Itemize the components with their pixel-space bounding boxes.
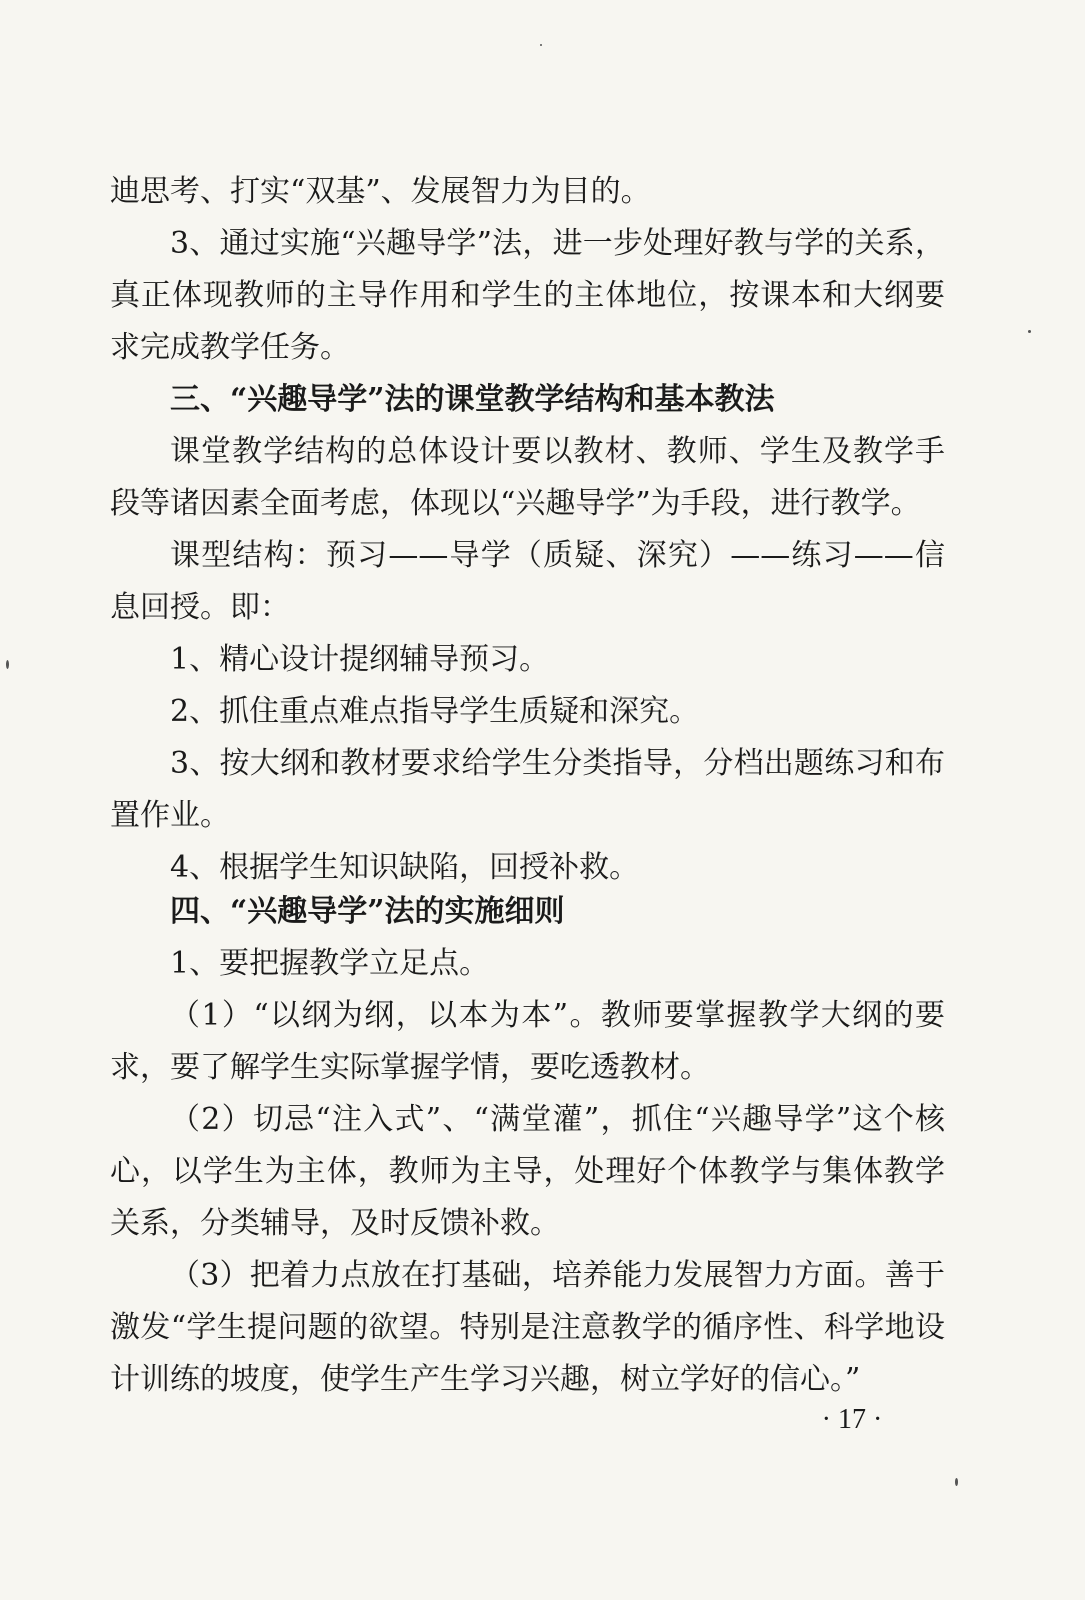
- list-item-step-2: 2、抓住重点难点指导学生质疑和深究。: [170, 694, 700, 729]
- scan-speck: [1028, 330, 1031, 333]
- scan-speck: [6, 660, 9, 669]
- scan-speck: [540, 44, 542, 46]
- heading-section-three: 三、“兴趣导学”法的课堂教学结构和基本教法: [170, 382, 775, 417]
- page-number: · 17 ·: [821, 1404, 883, 1435]
- paragraph-rule-1-3: （3）把着力点放在打基础，培养能力发展智力方面。善于激发“学生提问题的欲望。特别是注意教学的循序性、科学地设计训练的坡度，使学生产生学习兴趣，树立学好的信心。”: [110, 1258, 945, 1397]
- subheading-rule-1: 1、要把握教学立足点。: [170, 946, 490, 981]
- section-three-block: [110, 374, 945, 894]
- paragraph-structure-design: 课堂教学结构的总体设计要以教材、教师、学生及教学手段等诸因素全面考虑，体现以“兴趣导学”为手段，进行教学。: [110, 434, 945, 521]
- paragraph-rule-1-2: （2）切忌“注入式”、“满堂灌”，抓住“兴趣导学”这个核心，以学生为主体，教师为主导，处理好个体教学与集体教学关系，分类辅导，及时反馈补救。: [110, 1102, 945, 1241]
- list-item-step-3: 3、按大纲和教材要求给学生分类指导，分档出题练习和布置作业。: [110, 746, 945, 833]
- paragraph-goal-3: 3、通过实施“兴趣导学”法，进一步处理好教与学的关系，真正体现教师的主导作用和学生的主体地位，按课本和大纲要求完成教学任务。: [110, 226, 945, 365]
- section-four-block: [110, 886, 945, 1406]
- list-item-step-1: 1、精心设计提纲辅导预习。: [170, 642, 550, 677]
- paragraph-continuation: 迪思考、打实“双基”、发展智力为目的。: [110, 174, 651, 209]
- paragraph-rule-1-1: （1）“以纲为纲，以本为本”。教师要掌握教学大纲的要求，要了解学生实际掌握学情，要吃透教材。: [110, 998, 945, 1085]
- paragraph-lesson-structure: 课型结构：预习——导学（质疑、深究）——练习——信息回授。即：: [110, 538, 945, 625]
- heading-section-four: 四、“兴趣导学”法的实施细则: [170, 894, 565, 929]
- list-item-step-4: 4、根据学生知识缺陷，回授补救。: [170, 850, 640, 885]
- scan-speck: [955, 1478, 958, 1486]
- intro-block: [110, 166, 945, 374]
